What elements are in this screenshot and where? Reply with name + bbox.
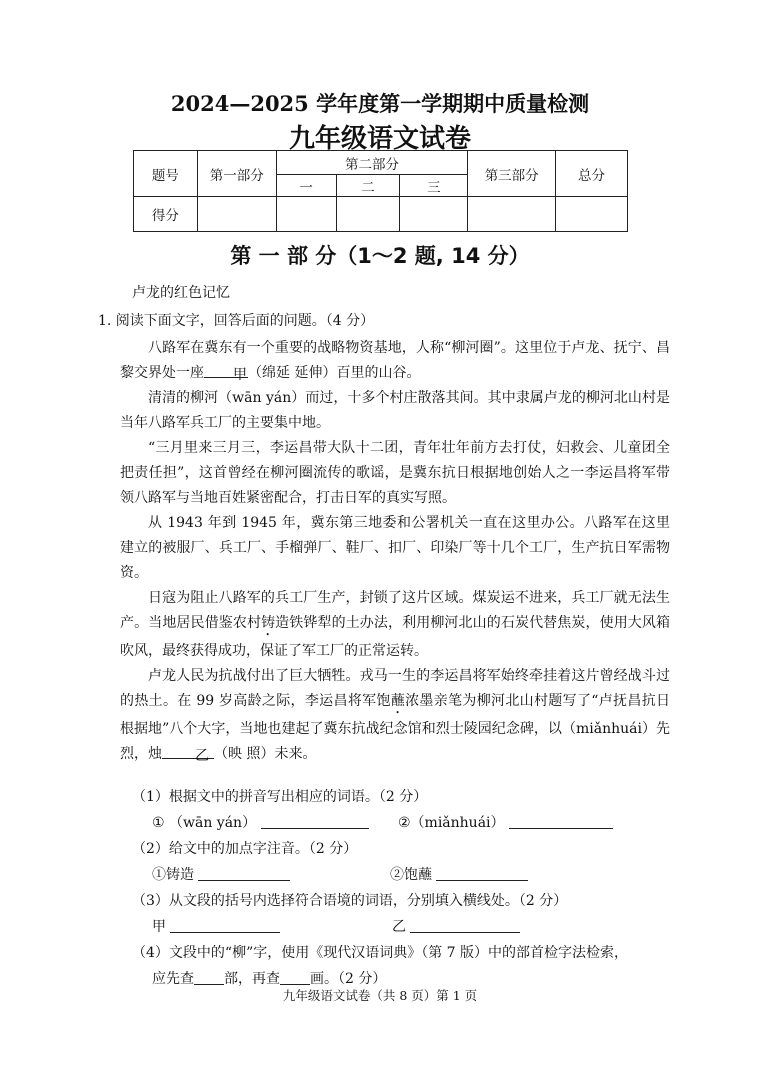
score-table-sub-2: 二 (336, 175, 400, 197)
score-table-header-total: 总分 (556, 151, 628, 197)
answer-blank-mianhuai[interactable] (509, 814, 613, 829)
blank-jia[interactable]: 甲 (204, 363, 248, 378)
answer-1-3-a: 甲 (152, 916, 280, 936)
answer-1-2-b: ②饱蘸 (390, 864, 528, 884)
score-table-header-number: 题号 (134, 151, 198, 197)
answer-blank-strokes[interactable] (280, 970, 310, 985)
answer-blank-jia[interactable] (170, 918, 280, 933)
score-cell-part2-2[interactable] (336, 197, 400, 232)
answer-blank-zhuzao[interactable] (198, 866, 290, 881)
passage-paragraph-2: 清清的柳河（wān yán）而过，十多个村庄散落其间。其中隶属卢龙的柳河北山村是当年八路军兵工厂的主要集中地。 (120, 390, 670, 431)
passage-paragraph-5: 日寇为阻止八路军的兵工厂生产，封锁了这片区域。煤炭运不进来，兵工厂就无法生产。当地居民借鉴农村铸造铁铧犁的土办法，利用柳河北山的石炭代替焦炭，使用大风箱吹风，最终获得成功，保证了军工厂的正常运转。 (120, 590, 671, 659)
question-1-2: （2）给文中的加点字注音。（2 分） (132, 841, 358, 857)
score-table-header-part3: 第三部分 (468, 151, 556, 197)
answer-1-3-b: 乙 (392, 916, 520, 936)
answer-1-1-b: ②（miǎnhuái） (398, 812, 613, 832)
answer-blank-baozhan[interactable] (436, 866, 528, 881)
question-1-4: （4）文段中的“柳”字，使用《现代汉语词典》（第 7 版）中的部首检字法检索， (132, 945, 629, 961)
score-table-row-score: 得分 (134, 197, 198, 232)
question-1-prompt: 1. 阅读下面文字，回答后面的问题。（4 分） (98, 313, 375, 329)
answer-1-2-a: ①铸造 (152, 864, 290, 884)
question-1-1: （1）根据文中的拼音写出相应的词语。（2 分） (132, 789, 428, 805)
exam-subtitle: 九年级语文试卷 (288, 124, 471, 154)
blank-yi[interactable]: 乙 (162, 744, 214, 759)
passage-title: 卢龙的红色记忆 (132, 285, 230, 301)
reading-passage (120, 336, 670, 767)
score-table-sub-3: 三 (400, 175, 468, 197)
score-cell-part1[interactable] (197, 197, 276, 232)
question-1-3: （3）从文段的括号内选择符合语境的词语，分别填入横线处。（2 分） (132, 893, 568, 909)
score-table (133, 150, 628, 232)
passage-paragraph-6: 卢龙人民为抗战付出了巨大牺牲。戎马一生的李运昌将军始终牵挂着这片曾经战斗过的热土。在 99 岁高龄之际，李运昌将军饱蘸浓墨亲笔为柳河北山村题写了“卢抚昌抗日根据地”八个大字，当地也建起了冀东抗战纪念馆和烈士陵园纪念碑，以（miǎnhuái）先烈，烛 乙 （映 照）未来。 (120, 668, 671, 764)
answer-blank-radical[interactable] (194, 970, 224, 985)
score-cell-part3[interactable] (468, 197, 556, 232)
page-footer: 九年级语文试卷（共 8 页）第 1 页 (282, 988, 478, 1003)
dotted-char-zhan: 蘸 (390, 693, 406, 709)
answer-1-4: 应先查 部，再查 画。（2 分） (152, 971, 387, 987)
answer-blank-wanyan[interactable] (261, 814, 369, 829)
passage-paragraph-4: 从 1943 年到 1945 年，冀东第三地委和公署机关一直在这里办公。八路军在这里建立的被服厂、兵工厂、手榴弹厂、鞋厂、扣厂、印染厂等十几个工厂，生产抗日军需物资。 (120, 515, 670, 581)
score-table-header-part2: 第二部分 (276, 151, 468, 175)
answer-blank-yi[interactable] (410, 918, 520, 933)
score-cell-part2-3[interactable] (400, 197, 468, 232)
passage-paragraph-3: “三月里来三月三，李运昌带大队十二团，青年壮年前方去打仗，妇救会、儿童团全把责任担”，这首曾经在柳河圈流传的歌谣，是冀东抗日根据地创始人之一李运昌将军带领八路军与当地百姓紧密配合，打击日军的真实写照。 (120, 440, 670, 506)
exam-title: 2024—2025 学年度第一学期期中质量检测 (170, 91, 590, 116)
score-cell-total[interactable] (556, 197, 628, 232)
section-heading: 第 一 部 分（1～2 题, 14 分） (230, 244, 530, 268)
score-cell-part2-1[interactable] (276, 197, 336, 232)
answer-1-1-a: ① （wān yán） (152, 812, 369, 832)
score-table-sub-1: 一 (276, 175, 336, 197)
passage-paragraph-1: 八路军在冀东有一个重要的战略物资基地，人称“柳河圈”。这里位于卢龙、抚宁、昌黎交界处一座 甲（绵延 延伸）百里的山谷。 (120, 340, 670, 383)
dotted-char-zhu: 铸 (261, 615, 276, 631)
score-table-header-part1: 第一部分 (197, 151, 276, 197)
